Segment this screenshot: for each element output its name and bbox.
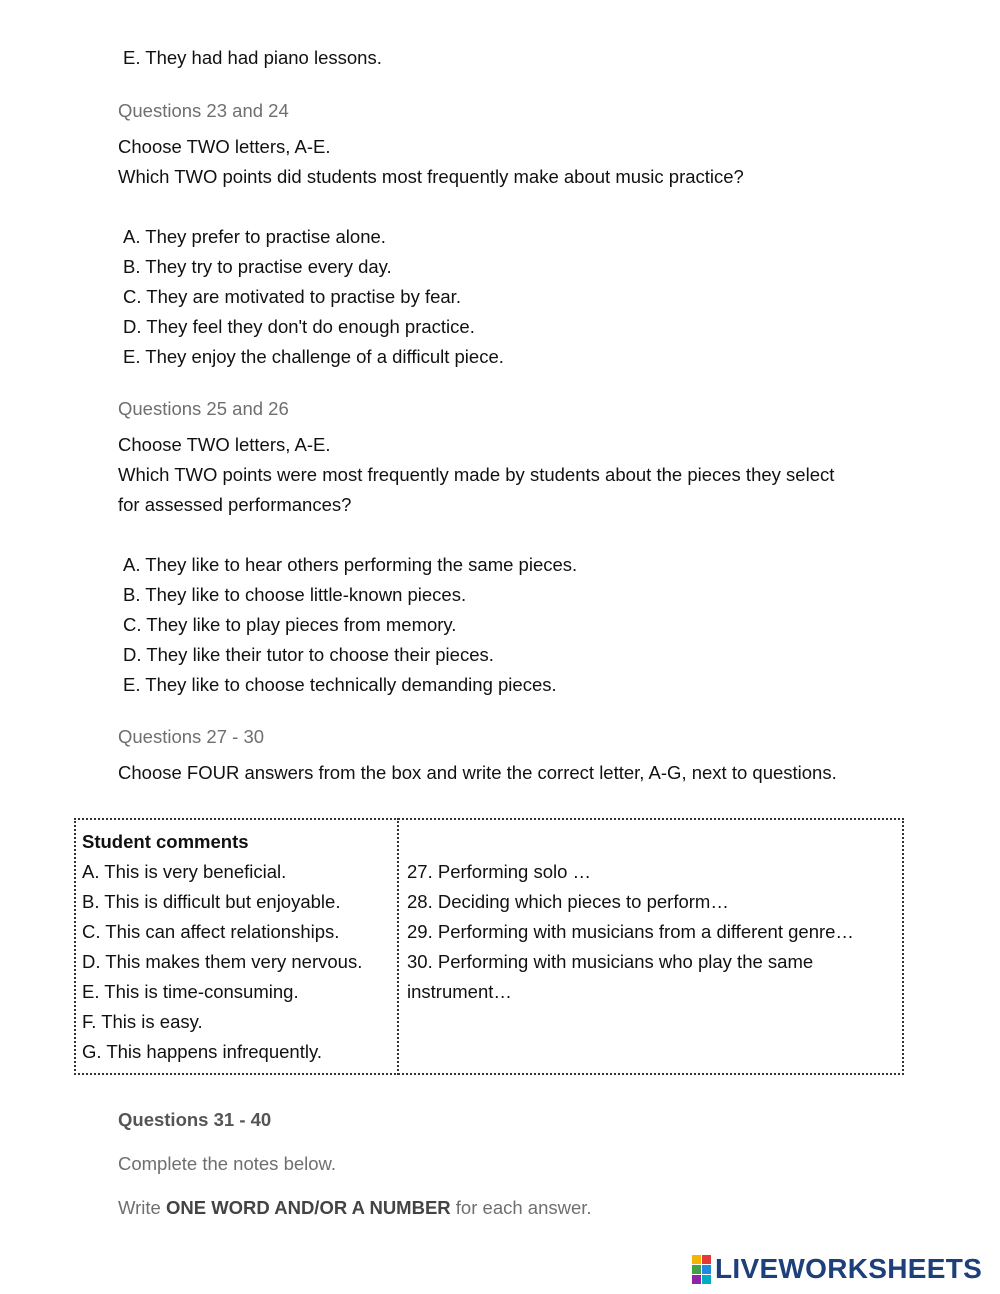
question-q25-line1: Which TWO points were most frequently made by students about the pieces they select — [118, 464, 835, 485]
question-q23: Which TWO points did students most frequently make about music practice? — [118, 166, 744, 187]
question-30-line1: 30. Performing with musicians who play the same — [407, 951, 814, 972]
heading-q31-40: Questions 31 - 40 — [118, 1109, 272, 1130]
heading-q23-24: Questions 23 and 24 — [118, 100, 289, 121]
question-29: 29. Performing with musicians from a different genre… — [407, 921, 854, 942]
box-divider — [397, 818, 399, 1075]
comment-f: F. This is easy. — [82, 1011, 203, 1032]
box-title: Student comments — [82, 831, 249, 852]
instruction-q23: Choose TWO letters, A-E. — [118, 136, 331, 157]
q25-option-c: C. They like to play pieces from memory. — [123, 614, 457, 635]
instruction-q31: Complete the notes below. — [118, 1153, 337, 1174]
comment-e: E. This is time-consuming. — [82, 981, 299, 1002]
write-prefix: Write — [118, 1197, 166, 1218]
question-28: 28. Deciding which pieces to perform… — [407, 891, 729, 912]
liveworksheets-logo — [692, 1252, 982, 1286]
option-e-piano: E. They had had piano lessons. — [123, 47, 382, 68]
q23-option-e: E. They enjoy the challenge of a difficult piece. — [123, 346, 504, 367]
comment-b: B. This is difficult but enjoyable. — [82, 891, 341, 912]
comment-d: D. This makes them very nervous. — [82, 951, 363, 972]
write-bold: ONE WORD AND/OR A NUMBER — [165, 1197, 451, 1218]
q23-option-d: D. They feel they don't do enough practice. — [123, 316, 475, 337]
write-instruction — [118, 1196, 592, 1220]
logo-blocks-icon — [692, 1255, 711, 1284]
write-suffix: for each answer. — [450, 1197, 592, 1218]
q23-option-a: A. They prefer to practise alone. — [123, 226, 386, 247]
q25-option-a: A. They like to hear others performing the same pieces. — [123, 554, 578, 575]
q23-option-c: C. They are motivated to practise by fear. — [123, 286, 461, 307]
instruction-q25: Choose TWO letters, A-E. — [118, 434, 331, 455]
q23-option-b: B. They try to practise every day. — [123, 256, 392, 277]
q25-option-b: B. They like to choose little-known pieces. — [123, 584, 467, 605]
instruction-q27: Choose FOUR answers from the box and write the correct letter, A-G, next to questions. — [118, 762, 837, 783]
comment-g: G. This happens infrequently. — [82, 1041, 322, 1062]
q25-option-e: E. They like to choose technically demanding pieces. — [123, 674, 557, 695]
comment-c: C. This can affect relationships. — [82, 921, 340, 942]
logo-text: LIVEWORKSHEETS — [715, 1253, 983, 1284]
heading-q27-30: Questions 27 - 30 — [118, 726, 265, 747]
heading-q25-26: Questions 25 and 26 — [118, 398, 289, 419]
comment-a: A. This is very beneficial. — [82, 861, 287, 882]
question-27: 27. Performing solo … — [407, 861, 592, 882]
question-q25-line2: for assessed performances? — [118, 494, 352, 515]
question-30-line2: instrument… — [407, 981, 512, 1002]
q25-option-d: D. They like their tutor to choose their pieces. — [123, 644, 494, 665]
